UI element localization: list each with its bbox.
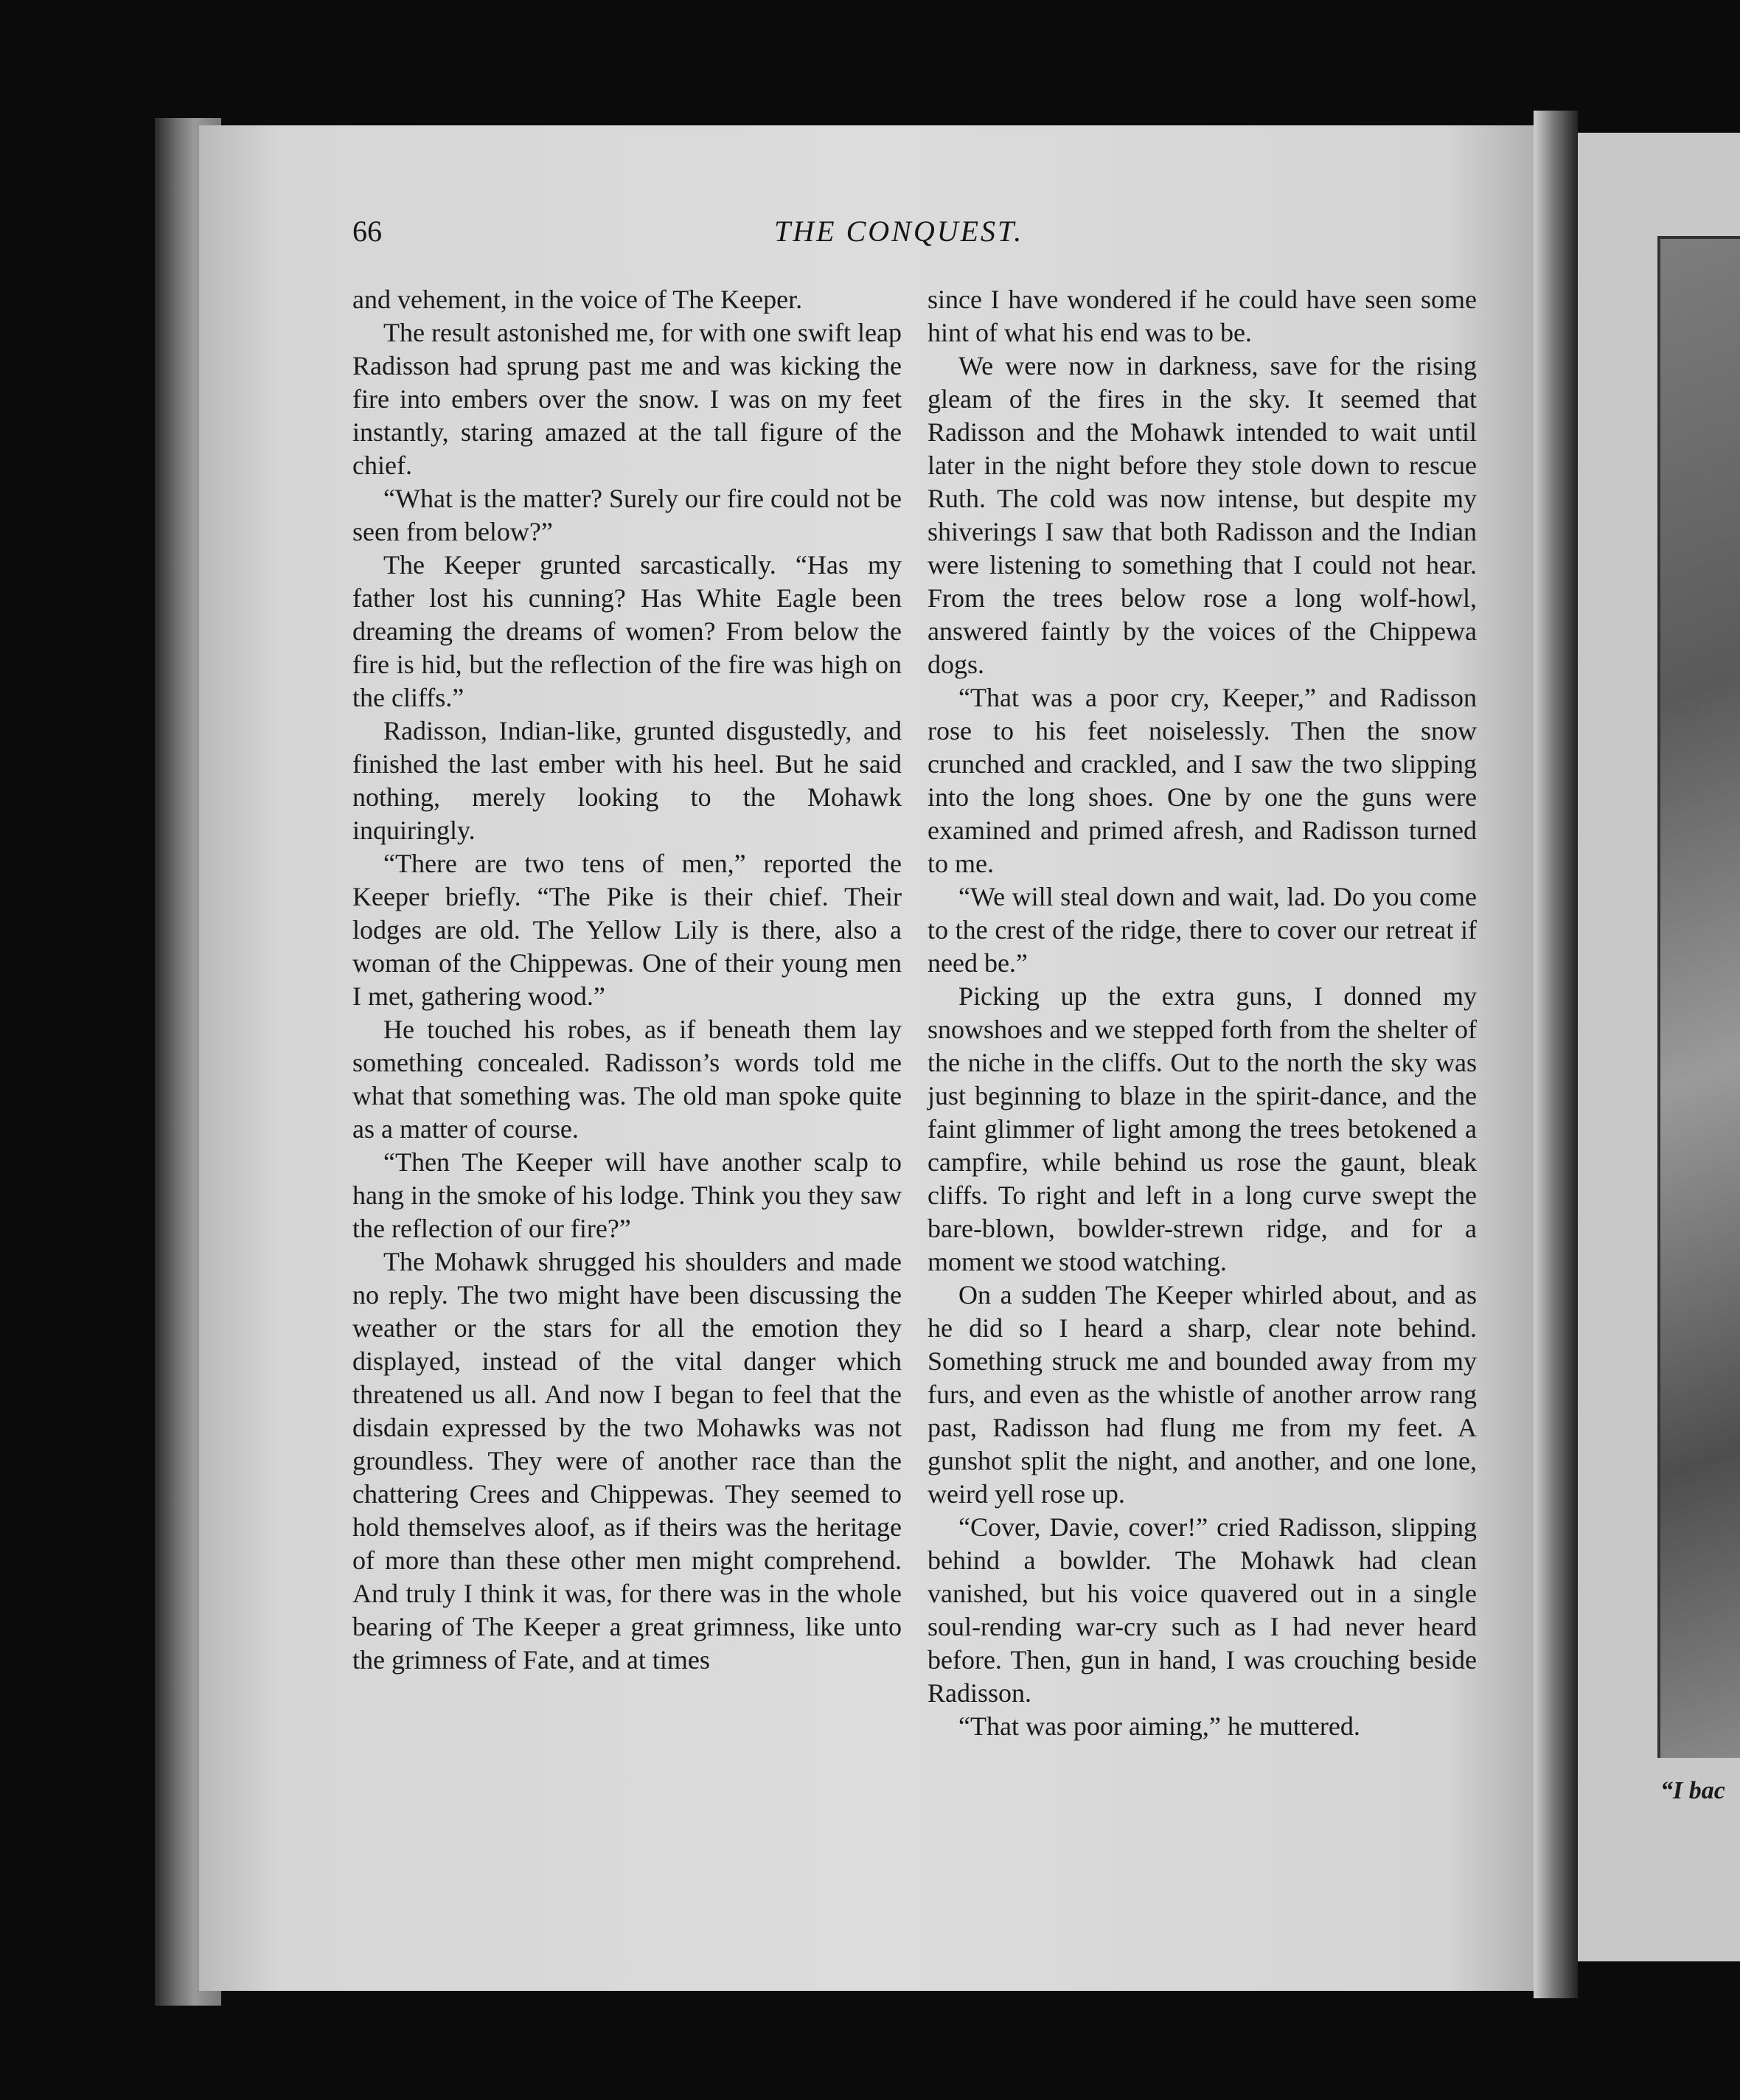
paragraph: “Cover, Davie, cover!” cried Radisson, slipping behind a bowlder. The Mohawk had clean vanished, but his voice quavered out in a single soul-rending war-cry such as I had never heard before. Then, gun in hand, I was crouching beside Radisson. <box>928 1512 1477 1708</box>
paragraph: “We will steal down and wait, lad. Do you come to the crest of the ridge, there to cover our retreat if need be.” <box>928 882 1477 978</box>
paragraph: The result astonished me, for with one swift leap Radisson had sprung past me and was kicking the fire into embers over the snow. I was on my feet instantly, staring amazed at the tall figure of the chief. <box>352 318 902 480</box>
page-number: 66 <box>352 215 382 248</box>
paragraph: On a sudden The Keeper whirled about, and as he did so I heard a sharp, clear note behind. Something struck me and bounded away from my furs, and even as the whistle of another arrow rang past, Radisson had flung me from my feet. A gunshot split the night, and another, and one lone, weird yell rose up. <box>928 1280 1477 1509</box>
paragraph: and vehement, in the voice of The Keeper. <box>352 285 803 314</box>
paragraph: Picking up the extra guns, I donned my snowshoes and we stepped forth from the shelter of the niche in the cliffs. Out to the north the sky was just beginning to blaze in the spirit-dance, and the faint glimmer of light among the trees betokened a campfire, while behind us rose the gaunt, bleak cliffs. To right and left in a long curve swept the bare-blown, bowlder-strewn ridge, and for a moment we stood watching. <box>928 981 1477 1276</box>
facing-illustration <box>1657 236 1740 1758</box>
paragraph: “Then The Keeper will have another scalp to hang in the smoke of his lodge. Think you they saw the reflection of our fire?” <box>352 1147 902 1243</box>
paragraph: “What is the matter? Surely our fire could not be seen from below?” <box>352 484 902 546</box>
paragraph: He touched his robes, as if beneath them lay something concealed. Radisson’s words told me what that something was. The old man spoke quite as a matter of course. <box>352 1015 902 1144</box>
paragraph: “That was poor aiming,” he muttered. <box>958 1711 1360 1741</box>
paragraph: since I have wondered if he could have seen some hint of what his end was to be. <box>928 285 1477 347</box>
right-column <box>928 283 1477 1743</box>
paragraph: The Keeper grunted sarcastically. “Has my father lost his cunning? Has White Eagle been dreaming the dreams of women? From below the fire is hid, but the reflection of the fire was high on the cliffs.” <box>352 550 902 712</box>
running-head: THE CONQUEST. <box>774 215 1024 248</box>
illustration-caption: “I bac <box>1660 1777 1725 1804</box>
book-gutter <box>1534 111 1578 1998</box>
paragraph: The Mohawk shrugged his shoulders and made no reply. The two might have been discussing the weather or the stars for all the emotion they displayed, instead of the vital danger which threatened us all. And now I began to feel that the disdain expressed by the two Mohawks was not groundless. They were of another race than the chattering Crees and Chippewas. They seemed to hold themselves aloof, as if theirs was the heritage of more than these other men might comprehend. And truly I think it was, for there was in the whole bearing of The Keeper a great grimness, like unto the grimness of Fate, and at times <box>352 1247 902 1675</box>
paragraph: “That was a poor cry, Keeper,” and Radisson rose to his feet noiselessly. Then the snow crunched and crackled, and I saw the two slipping into the long shoes. One by one the guns were examined and primed afresh, and Radisson turned to me. <box>928 683 1477 878</box>
paragraph: Radisson, Indian-like, grunted disgustedly, and finished the last ember with his heel. But he said nothing, merely looking to the Mohawk inquiringly. <box>352 716 902 845</box>
paragraph: We were now in darkness, save for the rising gleam of the fires in the sky. It seemed that Radisson and the Mohawk intended to wait until later in the night before they stole down to rescue Ruth. The cold was now intense, but despite my shiverings I saw that both Radisson and the Indian were listening to something that I could not hear. From the trees below rose a long wolf-howl, answered faintly by the voices of the Chippewa dogs. <box>928 351 1477 679</box>
paragraph: “There are two tens of men,” reported the Keeper briefly. “The Pike is their chief. Their lodges are old. The Yellow Lily is there, also a woman of the Chippewas. One of their young men I met, gathering wood.” <box>352 849 902 1011</box>
left-column <box>352 283 902 1677</box>
